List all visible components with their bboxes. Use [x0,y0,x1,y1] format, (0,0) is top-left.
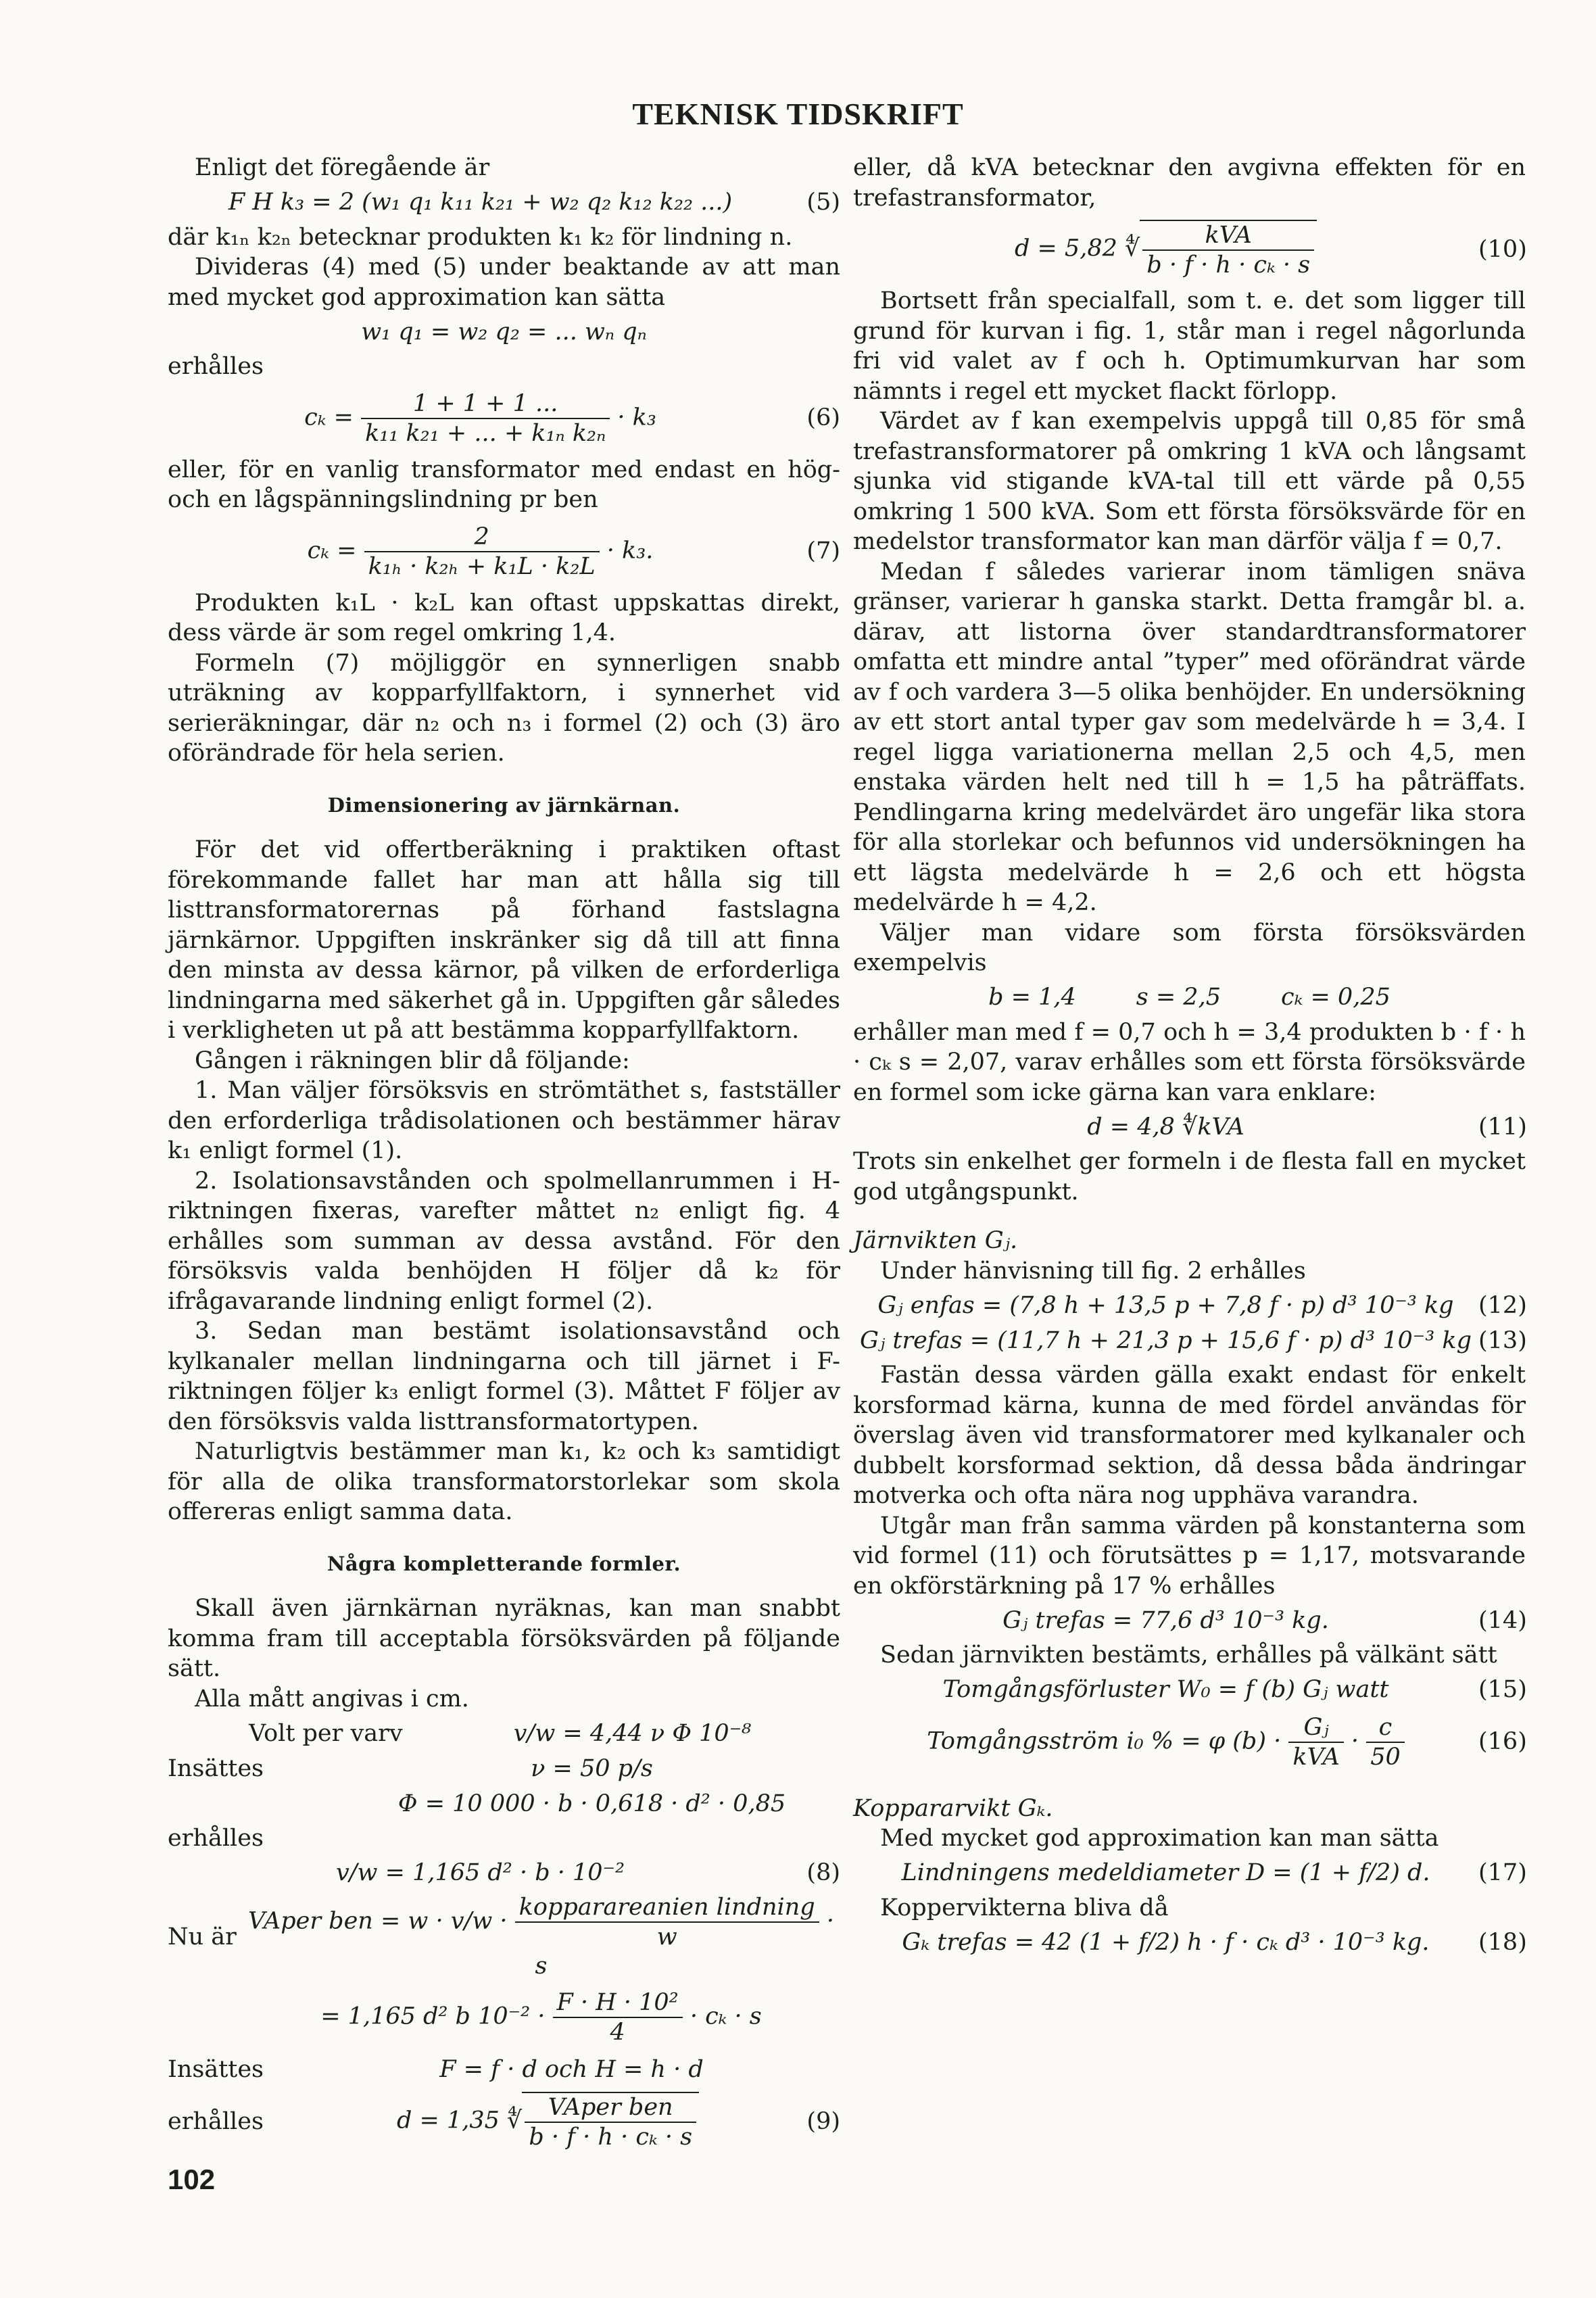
equation-5 [168,187,840,218]
paragraph: Formeln (7) möjliggör en synnerligen snabb uträkning av kopparfyllfaktorn, i synnerhet vid serieräkningar, där n₂ och n₃ i formel (2) och (3) äro oförändrade för hela serien. [168,649,840,767]
denominator: w [656,1923,677,1950]
subsection-heading: Järnvikten Gⱼ. [853,1227,1018,1254]
equation-phi [168,1788,840,1819]
numerator: kopparareaniеn lindning [515,1893,819,1923]
paragraph: erhålles [168,1825,264,1852]
paragraph: Bortsett från specialfall, som t. e. det som ligger till grund för kurvan i fig. 1, står man i regel någorlunda fri vid valet av f och h. Optimumkurvan har som nämnts i regel ett mycket flackt förlopp. [853,287,1526,405]
denominator: k₁ₕ · k₂ₕ + k₁L · k₂L [368,552,596,580]
equation-body: Gⱼ enfas = (7,8 h + 13,5 p + 7,8 f · p) d³ 10⁻³ kg [877,1291,1454,1319]
journal-header: TEKNISK TIDSKRIFT [632,97,964,131]
paragraph: Under hänvisning till fig. 2 erhålles [880,1257,1306,1285]
page-number: 102 [168,2163,216,2195]
denominator: 50 [1370,1743,1401,1771]
paragraph: erhåller man med f = 0,7 och h = 3,4 produkten b · f · h · cₖ s = 2,07, varav erhålles som ett första försöksvärde en formel som icke gärna kan vara enklare: [853,1018,1526,1106]
equation-lhs: = 1,165 d² b 10⁻² · [320,2003,546,2030]
equation-body: b = 1,4 s = 2,5 cₖ = 0,25 [988,984,1391,1011]
equation-number: (18) [1478,1928,1527,1956]
subsection-heading: Koppararvikt Gₖ. [853,1794,1053,1822]
paragraph: Värdet av f kan exempelvis uppgå till 0,85 för små trefastransformatorer på omkring 1 kVA och långsamt sjunka vid stigande kVA-tal till ett värde på 0,55 omkring 1 500 kVA. Som ett första försöksvärde för en medelstor transformator kan man därför välja f = 0,7. [853,408,1526,555]
paragraph: där k₁ₙ k₂ₙ betecknar produkten k₁ k₂ för lindning n. [168,223,793,251]
equation-va2 [168,1985,840,2050]
equation-number: (7) [806,537,840,565]
paragraph: Utgår man från samma värden på konstanterna som vid formel (11) och förutsättes p = 1,17, motsvarande en okförstärkning på 17 % erhålles [853,1512,1526,1600]
equation-tail: · cₖ · s [690,2003,762,2030]
equation-13 [853,1325,1526,1356]
numerator: 1 + 1 + 1 ... [361,389,610,419]
fraction [515,1893,819,1951]
equation-number: (10) [1478,235,1527,263]
paragraph: Skall även järnkärnan nyräknas, kan man snabbt komma fram till acceptabla försöksvärden på följande sätt. [168,1595,840,1682]
equation-lhs: cₖ = [304,404,354,431]
equation-body: Gⱼ trefas = (11,7 h + 21,3 p + 15,6 f · p) d³ 10⁻³ kg [860,1326,1472,1354]
equation-body: ν = 50 p/s [531,1754,653,1782]
equation-body: Tomgångsförluster W₀ = f (b) Gⱼ watt [942,1676,1389,1704]
equation-label: Insättes [168,1754,264,1782]
section-heading: Några kompletterande formler. [327,1552,681,1575]
paragraph: Produkten k₁L · k₂L kan oftast uppskattas direkt, dess värde är som regel omkring 1,4. [168,589,840,646]
numerator: 2 [364,523,600,552]
fraction [364,523,600,581]
equation-approx [168,316,840,348]
equation-label: Insättes [168,2055,264,2083]
equation-body: Lindningens medeldiameter D = (1 + f/2) d. [901,1859,1430,1887]
equation-number: (16) [1478,1728,1527,1756]
fraction [1288,1713,1343,1771]
paragraph: Gången i räkningen blir då följande: [195,1047,630,1074]
equation-lhs: d = 1,35 [396,2107,500,2134]
equation-number: (15) [1478,1676,1527,1704]
equation-number: (13) [1478,1326,1527,1354]
numerator: VAper ben [525,2093,696,2123]
equation-11 [853,1111,1526,1143]
numerator: Gⱼ [1288,1713,1343,1743]
fraction [1366,1713,1405,1771]
equation-label: erhålles [168,2107,264,2135]
paragraph: Väljer man vidare som första försöksvärden exempelvis [853,919,1526,976]
denominator: 4 [610,2019,625,2046]
numerator: c [1366,1713,1405,1743]
equation-18 [853,1927,1526,1958]
equation-number: (9) [806,2107,840,2135]
paragraph: eller, för en vanlig transformator med endast en hög- och en lågspänningslindning pr ben [168,456,840,513]
paragraph: Naturligtvis bestämmer man k₁, k₂ och k₃ samtidigt för alla de olika transformatorstorlekar som skola offereras enligt samma data. [168,1438,840,1525]
equation-body: Φ = 10 000 · b · 0,618 · d² · 0,85 [397,1790,786,1817]
list-item: 2. Isolationsavstånden och spolmellanrummen i H-riktningen fixeras, varefter måttet n₂ enligt fig. 4 erhålles som summan av dessa avstånd. För den försöksvis valda benhöjden H följer då k₂ för ifrågavarande lindning enligt formel (2). [168,1167,840,1315]
list-item: 1. Man väljer försöksvis en strömtäthet s, fastställer den erforderliga trådisolationen och bestämmer härav k₁ enligt formel (1). [168,1077,840,1164]
paragraph: Enligt det föregående är [195,154,490,181]
equation-number: (12) [1478,1291,1527,1319]
fraction [361,389,610,448]
equation-body: w₁ q₁ = w₂ q₂ = ... wₙ qₙ [361,318,647,345]
radical-icon: ∜ [1125,235,1140,262]
equation-6 [168,386,840,451]
equation-lhs: Tomgångsström i₀ % = φ (b) · [927,1727,1282,1754]
equation-10 [853,217,1526,282]
equation-fh [168,2054,840,2085]
equation-va [168,1893,840,1982]
equation-number: (8) [806,1859,840,1887]
denominator: kVA [1292,1743,1340,1771]
equation-label: Nu är [168,1923,237,1950]
fraction [553,1988,683,2046]
equation-body: F H k₃ = 2 (w₁ q₁ k₁₁ k₂₁ + w₂ q₂ k₁₂ k₂₂ ...) [228,189,733,216]
equation-number: (17) [1478,1859,1527,1887]
equation-lhs: d = 5,82 [1014,235,1117,262]
list-item: 3. Sedan man bestämt isolationsavstånd och kylkanaler mellan lindningarna och till järnet i F-riktningen följer k₃ enligt formel (3). Måttet F följer av den försöksvis valda listtransformatortypen. [168,1318,840,1435]
equation-9 [168,2089,840,2154]
equation-values [853,982,1526,1013]
equation-body: F = f · d och H = h · d [439,2055,704,2083]
equation-label: Volt per varv [249,1719,403,1747]
equation-number: (14) [1478,1606,1527,1634]
equation-tail: · k₃ [617,404,656,431]
left-column [168,153,840,2158]
equation-lhs: cₖ = [307,537,357,564]
equation-volt [168,1718,840,1749]
equation-number: (6) [806,404,840,432]
equation-nu [168,1753,840,1784]
equation-17 [853,1858,1526,1889]
paragraph: eller, då kVA betecknar den avgivna effekten för en trefastransformator, [853,154,1526,212]
paragraph: Trots sin enkelhet ger formeln i de flesta fall en mycket god utgångspunkt. [853,1148,1526,1205]
equation-16: Tomgångsström i₀ % = φ (b) · $\frac{\text{Gⱼ}}{\text{kVA}}$ · $\frac{c}{50}$ (16) [927,1713,1527,1771]
fraction [1142,221,1314,279]
paragraph: erhålles [168,353,264,380]
equation-body: Gⱼ trefas = 77,6 d³ 10⁻³ kg. [1002,1606,1329,1634]
section-heading: Dimensionering av järnkärnan. [327,793,681,817]
radical-icon: ∜ [507,2107,523,2134]
equation-15 [853,1675,1526,1706]
paragraph: Fastän dessa värden gälla exakt endast för enkelt korsformad kärna, kunna de med fördel användas för överslag även vid transformatorer med kylkanaler och dubbelt korsformad sektion, då dessa båda ändringar motverka och ofta nära nog upphäva varandra. [853,1362,1526,1509]
denominator: b · f · h · cₖ · s [529,2124,693,2151]
paragraph: Alla mått angivas i cm. [195,1685,469,1713]
paragraph: För det vid offertberäkning i praktiken oftast förekommande fallet har man att hålla sig till listtransformatorernas på förhand fastslagna järnkärnor. Uppgiften inskränker sig då till att finna den minsta av dessa kärnor, på vilken de erforderliga lindningarna med säkerhet gå in. Uppgiften går således i verkligheten ut på att bestämma kopparfyllfaktorn. [168,836,840,1044]
equation-12 [853,1290,1526,1321]
equation-number: (5) [806,189,840,216]
equation-7 [168,519,840,584]
paragraph: Divideras (4) med (5) under beaktande av att man med mycket god approximation kan sätta [168,254,840,311]
equation-body: d = 4,8 ∜kVA [1087,1113,1244,1141]
equation-body: v/w = 4,44 ν Φ 10⁻⁸ [513,1719,752,1747]
denominator: k₁₁ k₂₁ + ... + k₁ₙ k₂ₙ [365,419,606,447]
paragraph: Medan f således varierar inom tämligen snäva gränser, varierar h ganska starkt. Detta framgår bl. a. därav, att listorna över standardtransformatorer omfatta ett mindre antal ”typer” med oförändrat värde av f och vardera 3—5 olika benhöjder. En undersökning av ett stort antal typer gav som medelvärde h = 3,4. I regel ligga variationerna mellan 2,5 och 4,5, men enstaka värden helt ned till h = 1,5 ha påträffats. Pendlingarna kring medelvärdet äro ungefär lika stora för alla storlekar och befunnos vid undersökningen ha ett lägsta medelvärde h = 2,6 och ett högsta medelvärde h = 4,2. [853,558,1526,916]
right-column [853,153,1526,1962]
denominator: b · f · h · cₖ · s [1146,252,1311,279]
numerator: kVA [1142,221,1314,251]
equation-14 [853,1605,1526,1636]
equation-body: Gₖ trefas = 42 (1 + f/2) h · f · cₖ d³ · 10⁻³ kg. [902,1928,1430,1956]
equation-tail: · s [535,1907,834,1980]
paragraph: Med mycket god approximation kan man sätta [880,1825,1439,1852]
fraction [525,2093,696,2151]
numerator: F · H · 10² [553,1988,683,2018]
equation-lhs: VAper ben = w · v/w · [248,1907,508,1934]
paragraph: Sedan järnvikten bestämts, erhålles på välkänt sätt [880,1642,1497,1669]
paragraph: Koppervikterna bliva då [880,1894,1169,1921]
equation-8 [168,1858,840,1889]
equation-tail: · k₃. [606,537,654,564]
equation-body: v/w = 1,165 d² · b · 10⁻² [335,1859,625,1887]
equation-number: (11) [1478,1113,1527,1141]
